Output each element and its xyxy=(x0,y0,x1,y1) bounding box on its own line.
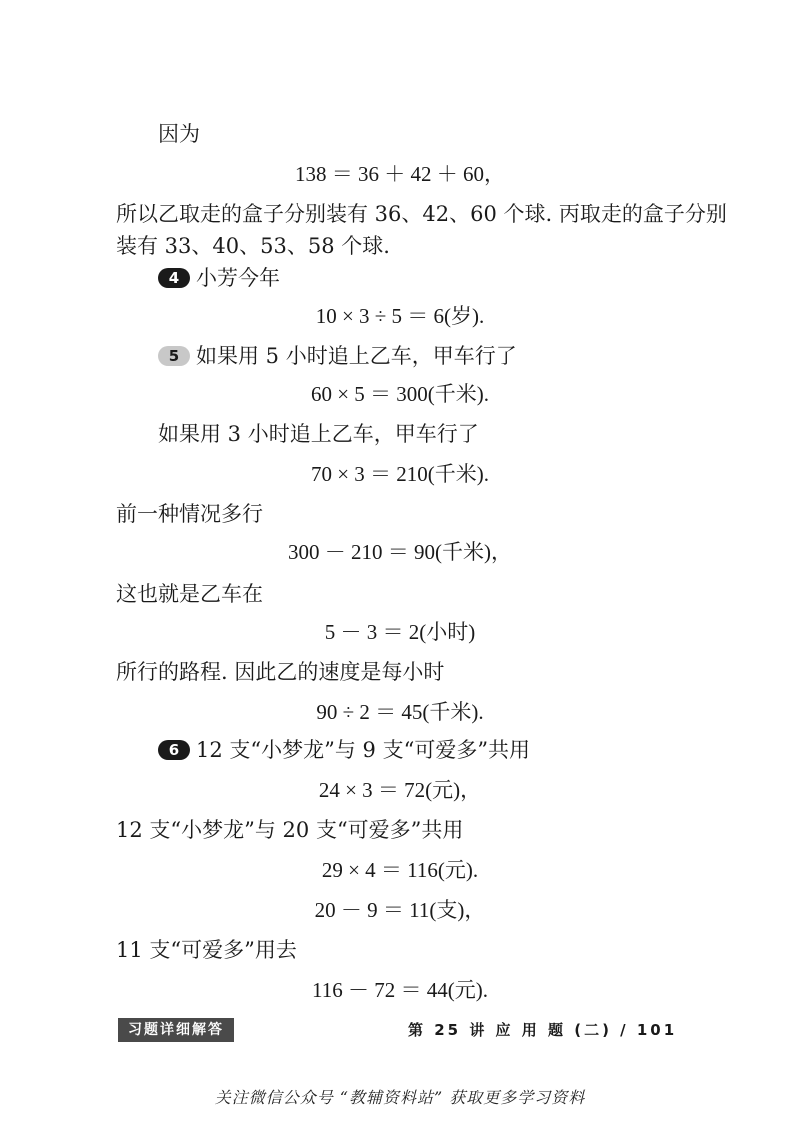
section-tag: 习题详细解答 xyxy=(118,1018,234,1042)
equation: 5 － 3 ＝ 2(小时) xyxy=(324,620,476,644)
text-line: 这也就是乙车在 xyxy=(116,582,263,606)
problem-number-badge: 5 xyxy=(158,346,190,366)
text-line: 如果用 3 小时追上乙车，甲车行了 xyxy=(158,422,479,446)
equation: 138 ＝ 36 ＋ 42 ＋ 60， xyxy=(295,162,505,186)
problem-number-badge: 6 xyxy=(158,740,190,760)
text-line: 12 支“小梦龙”与 9 支“可爱多”共用 xyxy=(196,738,531,762)
text-line: 如果用 5 小时追上乙车，甲车行了 xyxy=(196,344,517,368)
problem-5 xyxy=(158,342,517,370)
text-line: 12 支“小梦龙”与 20 支“可爱多”共用 xyxy=(116,818,464,842)
equation: 29 × 4 ＝ 116(元). xyxy=(321,858,479,882)
equation: 20 － 9 ＝ 11(支)， xyxy=(314,898,486,922)
equation: 24 × 3 ＝ 72(元)， xyxy=(318,778,482,802)
text-line: 11 支“可爱多”用去 xyxy=(116,938,297,962)
text-line: 装有 33、40、53、58 个球. xyxy=(116,234,390,258)
chapter-title: 第 25 讲 应 用 题 (二) / 101 xyxy=(408,1021,678,1039)
equation: 116 － 72 ＝ 44(元). xyxy=(312,978,488,1002)
text-line: 因为 xyxy=(158,122,200,146)
problem-4 xyxy=(158,264,280,292)
equation: 10 × 3 ÷ 5 ＝ 6(岁). xyxy=(315,304,485,328)
text-line: 前一种情况多行 xyxy=(116,502,263,526)
text-line: 小芳今年 xyxy=(196,266,280,290)
watermark: 关注微信公众号 “教辅资料站” 获取更多学习资料 xyxy=(214,1088,586,1107)
equation: 90 ÷ 2 ＝ 45(千米). xyxy=(316,700,484,724)
equation: 70 × 3 ＝ 210(千米). xyxy=(310,462,490,486)
problem-number-badge: 4 xyxy=(158,268,190,288)
problem-6 xyxy=(158,736,530,764)
text-line: 所以乙取走的盒子分别装有 36、42、60 个球. 丙取走的盒子分别 xyxy=(116,202,727,226)
equation: 300 － 210 ＝ 90(千米)， xyxy=(288,540,512,564)
equation: 60 × 5 ＝ 300(千米). xyxy=(310,382,490,406)
text-line: 所行的路程. 因此乙的速度是每小时 xyxy=(116,660,445,684)
